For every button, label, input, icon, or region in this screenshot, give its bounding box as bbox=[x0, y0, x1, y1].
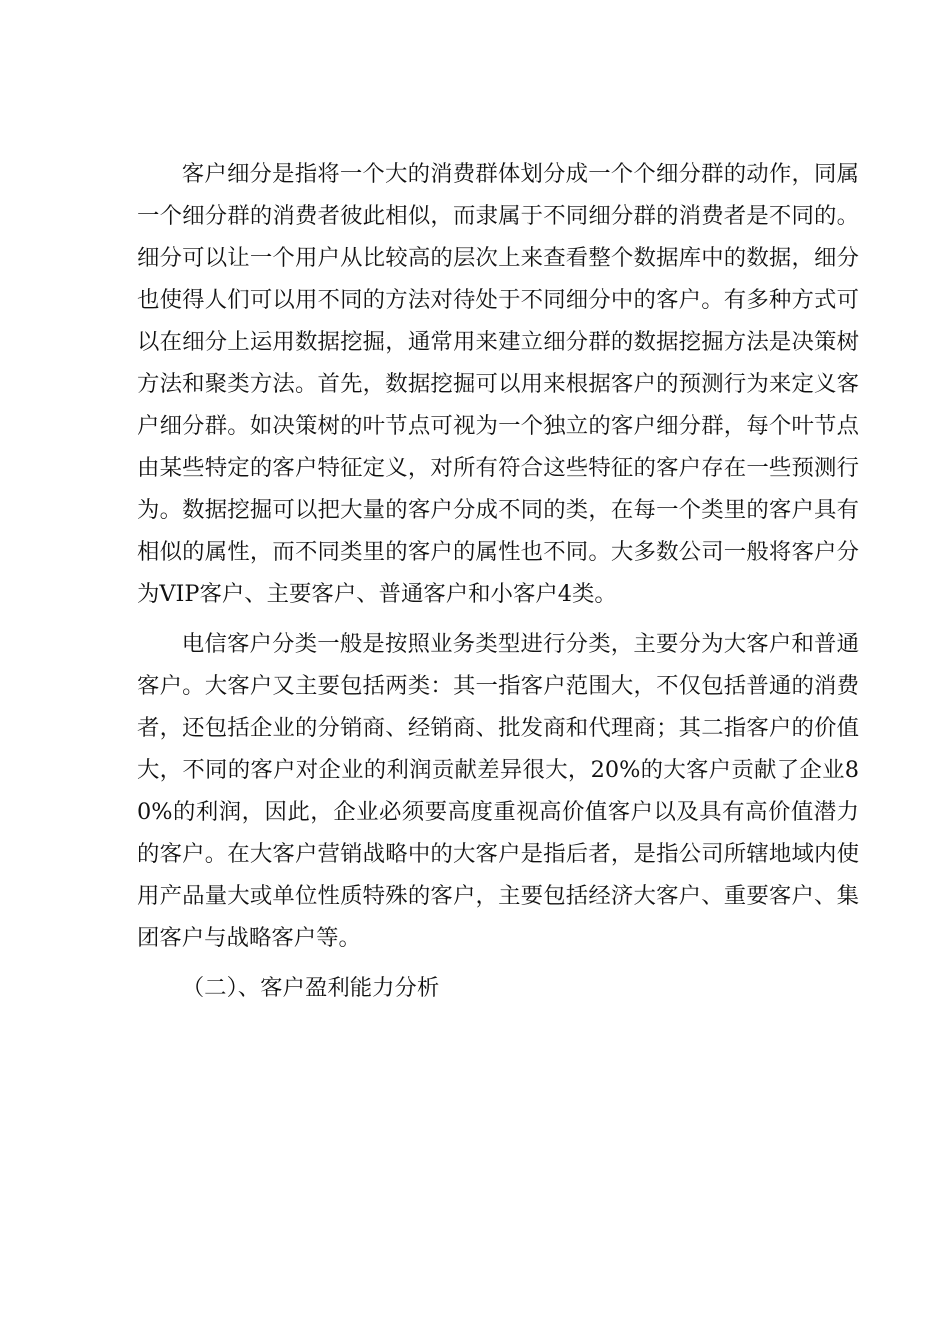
section-heading: （二）、客户盈利能力分析 bbox=[181, 975, 440, 1001]
document-body bbox=[137, 153, 859, 1009]
paragraph-customer-segmentation: 客户细分是指将一个大的消费群体划分成一个个细分群的动作，同属一个细分群的消费者彼此相似，而隶属于不同细分群的消费者是不同的。细分可以让一个用户从比较高的层次上来查看整个数据库中的数据，细分也使得人们可以用不同的方法对待处于不同细分中的客户。有多种方式可以在细分上运用数据挖掘，通常用来建立细分群的数据挖掘方法是决策树方法和聚类方法。首先，数据挖掘可以用来根据客户的预测行为来定义客户细分群。如决策树的叶节点可视为一个独立的客户细分群，每个叶节点由某些特定的客户特征定义，对所有符合这些特征的客户存在一些预测行为。数据挖掘可以把大量的客户分成不同的类，在每一个类里的客户具有相似的属性，而不同类里的客户的属性也不同。大多数公司一般将客户分为VIP客户、主要客户、普通客户和小客户4类。 bbox=[137, 161, 859, 607]
paragraph-telecom-customer-classification: 电信客户分类一般是按照业务类型进行分类，主要分为大客户和普通客户。大客户又主要包括两类：其一指客户范围大，不仅包括普通的消费者，还包括企业的分销商、经销商、批发商和代理商；其二指客户的价值大，不同的客户对企业的利润贡献差异很大，20%的大客户贡献了企业80%的利润，因此，企业必须要高度重视高价值客户以及具有高价值潜力的客户。在大客户营销战略中的大客户是指后者，是指公司所辖地域内使用产品量大或单位性质特殊的客户，主要包括经济大客户、重要客户、集团客户与战略客户等。 bbox=[137, 631, 859, 951]
